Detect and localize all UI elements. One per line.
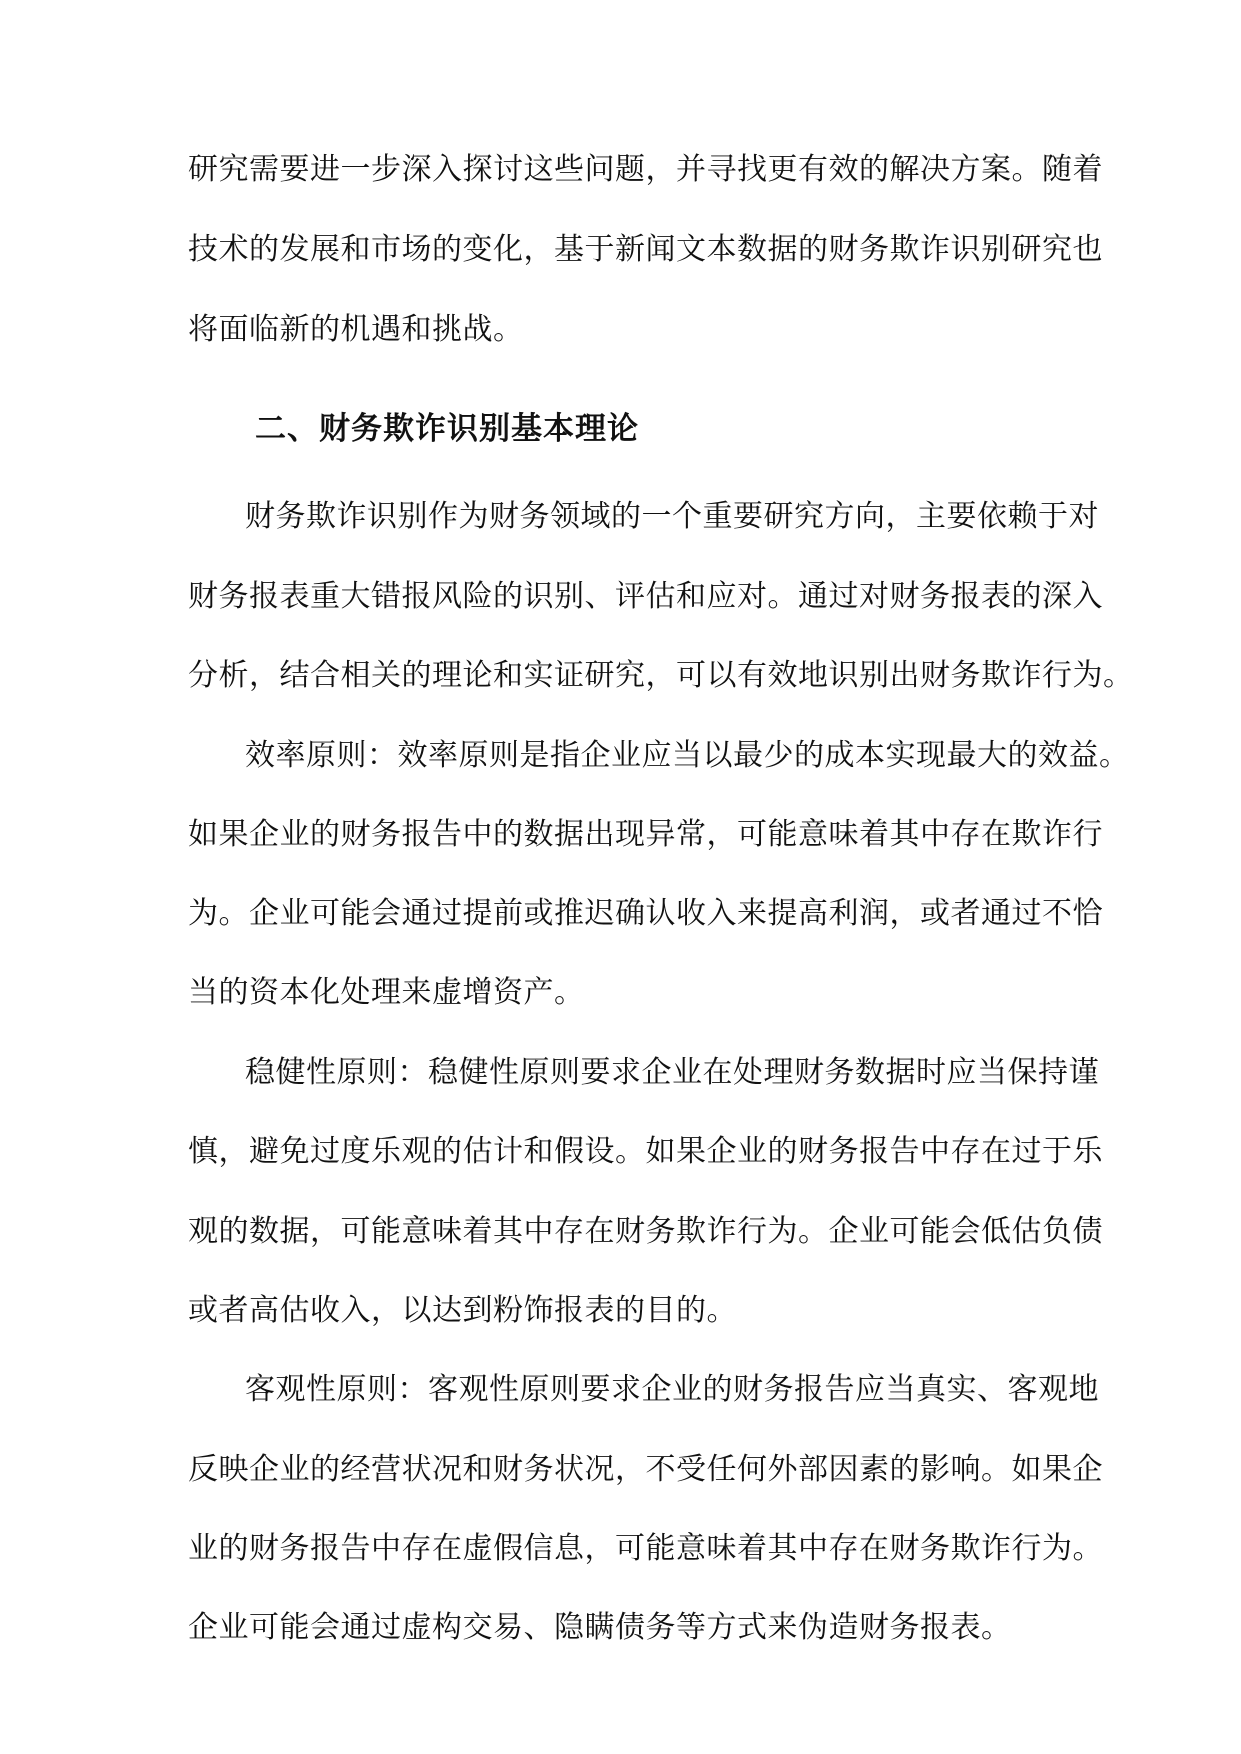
section-heading: 二、财务欺诈识别基本理论 bbox=[255, 411, 639, 447]
paragraph-line: 客观性原则：客观性原则要求企业的财务报告应当真实、客观地 bbox=[245, 1372, 1099, 1407]
paragraph-line: 技术的发展和市场的变化，基于新闻文本数据的财务欺诈识别研究也 bbox=[188, 232, 1103, 267]
paragraph-line: 观的数据，可能意味着其中存在财务欺诈行为。企业可能会低估负债 bbox=[188, 1214, 1103, 1249]
paragraph-line: 当的资本化处理来虚增资产。 bbox=[188, 975, 585, 1010]
paragraph-line: 财务欺诈识别作为财务领域的一个重要研究方向，主要依赖于对 bbox=[245, 499, 1099, 534]
paragraph-line: 或者高估收入，以达到粉饰报表的目的。 bbox=[188, 1293, 737, 1328]
paragraph-line: 企业可能会通过虚构交易、隐瞒债务等方式来伪造财务报表。 bbox=[188, 1610, 1012, 1645]
paragraph-line: 研究需要进一步深入探讨这些问题，并寻找更有效的解决方案。随着 bbox=[188, 152, 1103, 187]
paragraph-line: 如果企业的财务报告中的数据出现异常，可能意味着其中存在欺诈行 bbox=[188, 817, 1103, 852]
paragraph-line: 分析，结合相关的理论和实证研究，可以有效地识别出财务欺诈行为。 bbox=[188, 658, 1134, 693]
paragraph-line: 财务报表重大错报风险的识别、评估和应对。通过对财务报表的深入 bbox=[188, 579, 1103, 614]
paragraph-line: 效率原则：效率原则是指企业应当以最少的成本实现最大的效益。 bbox=[245, 738, 1130, 773]
paragraph-line: 业的财务报告中存在虚假信息，可能意味着其中存在财务欺诈行为。 bbox=[188, 1531, 1103, 1566]
paragraph-line: 慎，避免过度乐观的估计和假设。如果企业的财务报告中存在过于乐 bbox=[188, 1134, 1103, 1169]
paragraph-line: 稳健性原则：稳健性原则要求企业在处理财务数据时应当保持谨 bbox=[245, 1055, 1099, 1090]
paragraph-line: 将面临新的机遇和挑战。 bbox=[188, 312, 524, 347]
paragraph-line: 为。企业可能会通过提前或推迟确认收入来提高利润，或者通过不恰 bbox=[188, 896, 1103, 931]
paragraph-line: 反映企业的经营状况和财务状况，不受任何外部因素的影响。如果企 bbox=[188, 1452, 1103, 1487]
